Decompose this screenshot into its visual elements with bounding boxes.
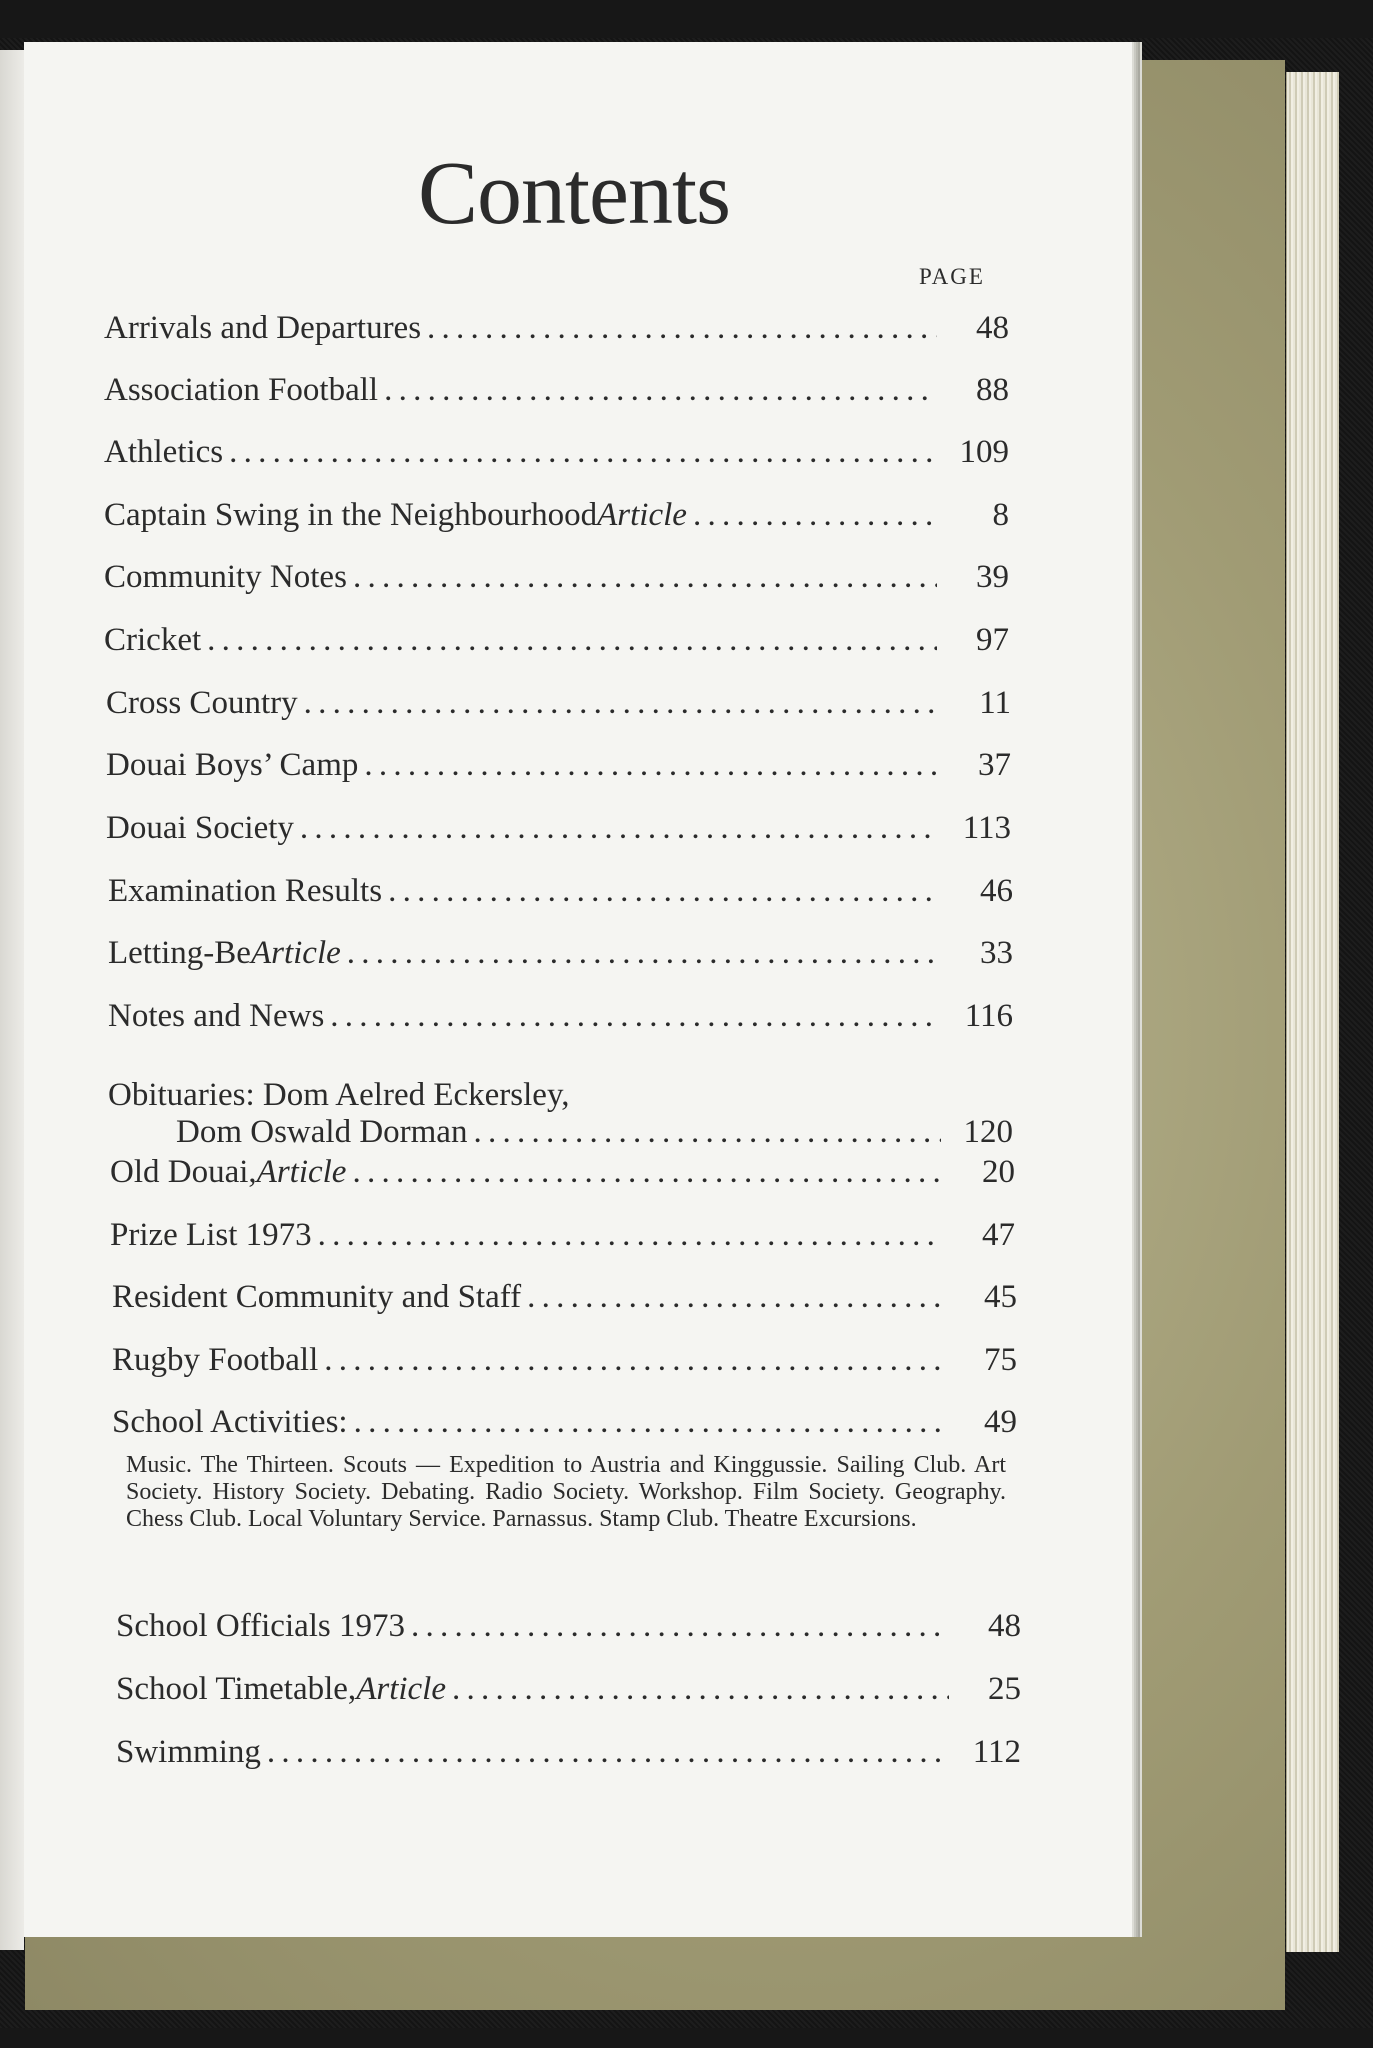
entry-page-number: 47 xyxy=(982,1217,1015,1253)
contents-entry xyxy=(112,1404,1017,1441)
entry-page-number: 11 xyxy=(979,685,1011,721)
contents-entry xyxy=(106,747,1011,784)
school-activities-list: Music. The Thirteen. Scouts — Expedition to Austria and Kinggussie. Sailing Club. Art Society. History Society. Debating. Radio Society. Workshop. Film Society. Geography. Chess Club. Local Voluntary Service. Parnassus. Stamp Club. Theatre Excursions. xyxy=(126,1452,1006,1532)
entry-page-number: 112 xyxy=(972,1734,1021,1770)
dot-leader xyxy=(353,559,937,596)
dot-leader xyxy=(693,497,937,534)
entry-page-number: 116 xyxy=(964,998,1013,1034)
contents-entry xyxy=(112,1342,1017,1379)
entry-article-label: Article xyxy=(597,497,687,533)
entry-title: Examination Results xyxy=(108,873,383,909)
entry-title: Dom Oswald Dorman xyxy=(176,1114,468,1150)
contents-entry xyxy=(106,810,1011,847)
facing-page-edge xyxy=(0,50,24,1950)
entry-title: School Activities: xyxy=(112,1404,348,1440)
entry-article-label: Article xyxy=(256,1154,347,1190)
contents-entry xyxy=(110,1154,1015,1191)
contents-entry xyxy=(112,1279,1017,1316)
entry-page-number: 39 xyxy=(976,559,1009,595)
entry-page-number: 33 xyxy=(980,935,1013,971)
entry-title: Douai Boys’ Camp xyxy=(106,747,359,783)
entry-title: Letting-Be xyxy=(108,935,251,971)
dot-leader xyxy=(207,622,937,659)
entry-title: Prize List 1973 xyxy=(110,1217,312,1253)
dot-leader xyxy=(427,310,937,347)
page-column-label: PAGE xyxy=(919,264,985,289)
contents-entry xyxy=(104,372,1009,409)
contents-entry xyxy=(104,622,1009,659)
contents-entry xyxy=(104,434,1009,471)
contents-entry xyxy=(108,998,1013,1035)
entry-page-number: 75 xyxy=(984,1342,1017,1378)
page-title: Contents xyxy=(417,144,730,243)
dot-leader xyxy=(364,747,939,784)
entry-title: Rugby Football xyxy=(112,1342,319,1378)
dot-leader xyxy=(347,935,941,972)
contents-entry xyxy=(104,310,1009,347)
entry-page-number: 46 xyxy=(980,873,1013,909)
dot-leader xyxy=(330,998,941,1035)
dot-leader xyxy=(304,685,939,722)
entry-page-number: 109 xyxy=(959,434,1009,470)
dot-leader xyxy=(384,372,937,409)
page-edges xyxy=(1286,72,1339,1952)
dot-leader xyxy=(473,1114,941,1151)
entry-title: Athletics xyxy=(104,434,224,470)
dot-leader xyxy=(300,810,939,847)
contents-entry xyxy=(108,873,1013,910)
entry-title: School Officials 1973 xyxy=(116,1608,406,1644)
contents-entry xyxy=(110,1217,1015,1254)
entry-page-number: 48 xyxy=(976,310,1009,346)
entry-title: Resident Community and Staff xyxy=(112,1279,522,1315)
contents-entry xyxy=(106,685,1011,722)
entry-title: Old Douai, xyxy=(110,1154,257,1190)
dot-leader xyxy=(267,1734,949,1771)
entry-page-number: 120 xyxy=(963,1114,1013,1150)
entry-title: Captain Swing in the Neighbourhood xyxy=(104,497,598,533)
entry-page-number: 49 xyxy=(984,1404,1017,1440)
contents-page xyxy=(24,42,1132,1937)
dot-leader xyxy=(411,1608,949,1645)
entry-page-number: 113 xyxy=(962,810,1011,846)
entry-title: Cricket xyxy=(104,622,202,658)
contents-entry xyxy=(116,1671,1021,1708)
dot-leader xyxy=(452,1671,949,1708)
dot-leader xyxy=(352,1154,943,1191)
contents-entry xyxy=(108,1077,1013,1151)
contents-entry xyxy=(116,1734,1021,1771)
entry-page-number: 88 xyxy=(976,372,1009,408)
entry-title: Douai Society xyxy=(106,810,294,846)
dot-leader xyxy=(324,1342,945,1379)
entry-title: Arrivals and Departures xyxy=(104,310,422,346)
dot-leader xyxy=(388,873,941,910)
contents-entry xyxy=(104,559,1009,596)
entry-page-number: 25 xyxy=(988,1671,1021,1707)
contents-entry xyxy=(116,1608,1021,1645)
entry-title: Swimming xyxy=(116,1734,261,1770)
contents-entry xyxy=(108,935,1013,972)
entry-title: Obituaries: Dom Aelred Eckersley, xyxy=(108,1077,570,1113)
entry-page-number: 20 xyxy=(982,1154,1015,1190)
entry-article-label: Article xyxy=(250,935,341,971)
entry-title: Cross Country xyxy=(106,685,298,721)
entry-title: Association Football xyxy=(104,372,379,408)
entry-page-number: 97 xyxy=(976,622,1009,658)
entry-page-number: 8 xyxy=(992,497,1009,533)
dot-leader xyxy=(527,1279,945,1316)
entry-title: School Timetable, xyxy=(116,1671,357,1707)
entry-title: Community Notes xyxy=(104,559,347,595)
dot-leader xyxy=(354,1404,945,1441)
entry-page-number: 37 xyxy=(978,747,1011,783)
entry-title: Notes and News xyxy=(108,998,325,1034)
entry-page-number: 45 xyxy=(984,1279,1017,1315)
contents-entry xyxy=(104,497,1009,534)
dot-leader xyxy=(318,1217,943,1254)
entry-article-label: Article xyxy=(356,1671,446,1707)
entry-page-number: 48 xyxy=(988,1608,1021,1644)
dot-leader xyxy=(229,434,937,471)
